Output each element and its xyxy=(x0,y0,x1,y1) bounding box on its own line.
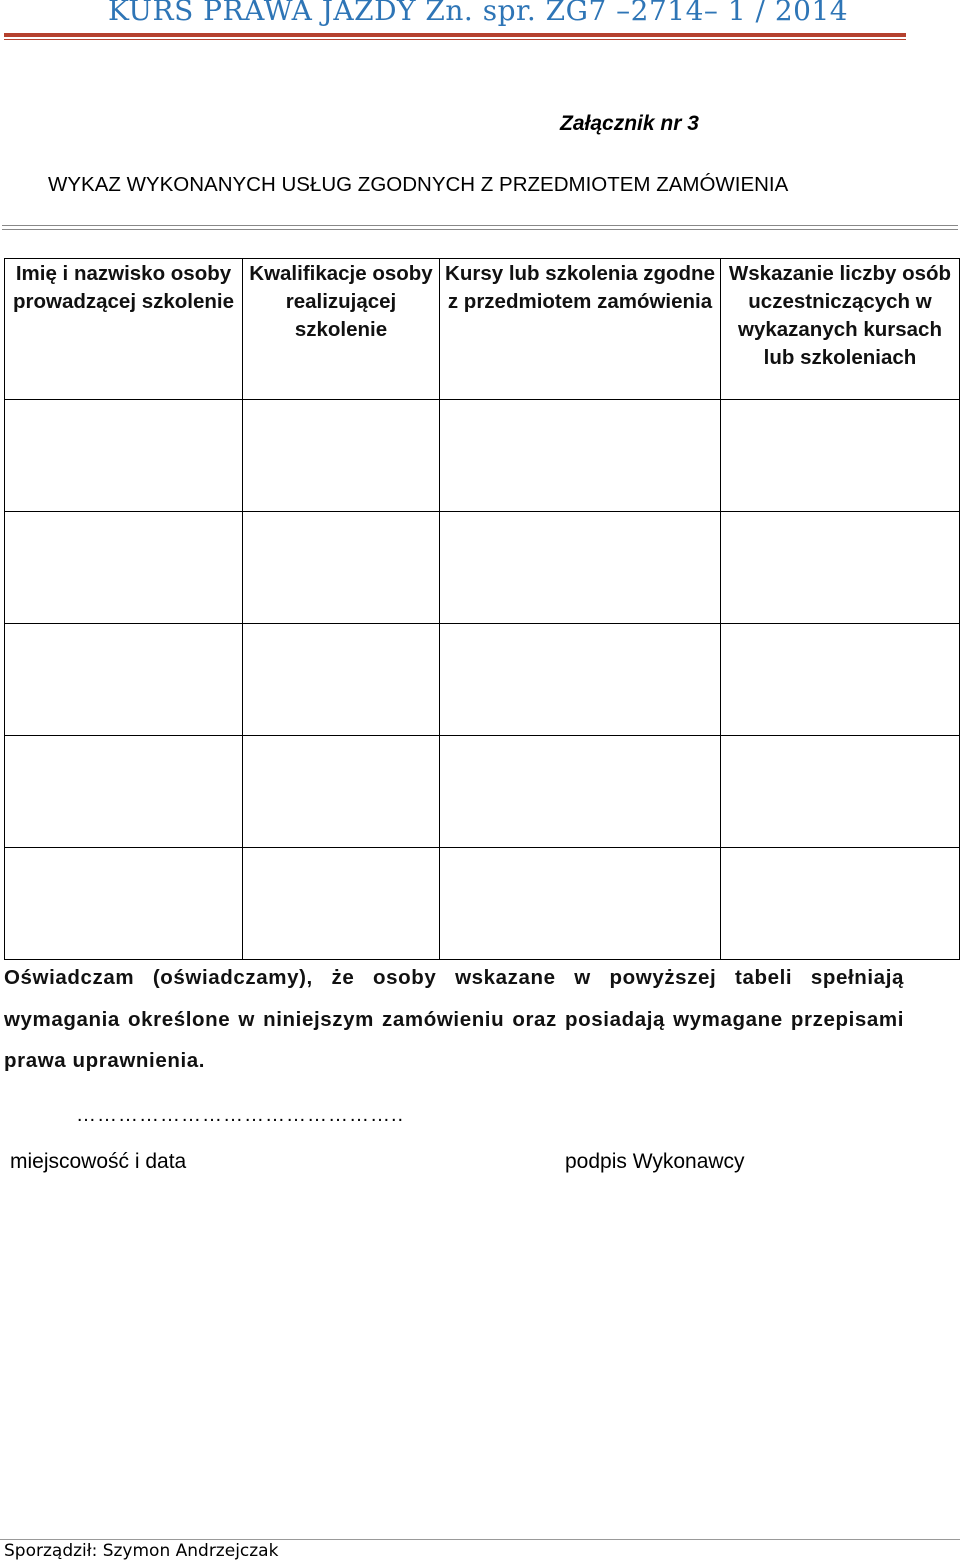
table-cell[interactable] xyxy=(440,512,721,624)
table-cell[interactable] xyxy=(440,848,721,960)
title-divider-bottom xyxy=(2,229,958,230)
table-header-row xyxy=(5,259,960,400)
header-cell-qualifications: Kwalifikacje osoby realizującej szkolenie xyxy=(243,259,440,400)
footer-prepared-by: Sporządził: Szymon Andrzejczak xyxy=(4,1541,279,1561)
table-cell[interactable] xyxy=(721,400,960,512)
table-row xyxy=(5,848,960,960)
place-date-label: miejscowość i data xyxy=(10,1150,187,1173)
table-row xyxy=(5,512,960,624)
table-cell[interactable] xyxy=(243,848,440,960)
header-rule xyxy=(4,33,906,37)
attachment-label: Załącznik nr 3 xyxy=(560,112,699,135)
services-table xyxy=(4,258,960,960)
header-title: KURS PRAWA JAZDY Zn. spr. ZG7 –2714– 1 / 2014 xyxy=(108,0,849,27)
table-cell[interactable] xyxy=(721,512,960,624)
table-row xyxy=(5,400,960,512)
header-cell-courses: Kursy lub szkolenia zgodne z przedmiotem zamówienia xyxy=(440,259,721,400)
footer-rule xyxy=(0,1539,960,1540)
table-row xyxy=(5,736,960,848)
header-rule-thin xyxy=(4,39,906,40)
table-cell[interactable] xyxy=(440,736,721,848)
table-cell[interactable] xyxy=(243,512,440,624)
table-cell[interactable] xyxy=(243,400,440,512)
table-cell[interactable] xyxy=(440,400,721,512)
document-title: WYKAZ WYKONANYCH USŁUG ZGODNYCH Z PRZEDMIOTEM ZAMÓWIENIA xyxy=(48,173,789,196)
table-cell[interactable] xyxy=(243,736,440,848)
table-cell[interactable] xyxy=(243,624,440,736)
declaration-statement: Oświadczam (oświadczamy), że osoby wskazane w powyższej tabeli spełniają wymagania określone w niniejszym zamówieniu oraz posiadają wymagane przepisami prawa uprawnienia. xyxy=(4,966,904,1072)
signature-dotted-line: ……………………………………….. xyxy=(76,1104,405,1126)
table-row xyxy=(5,624,960,736)
table-cell[interactable] xyxy=(721,624,960,736)
table-cell[interactable] xyxy=(721,848,960,960)
table-cell[interactable] xyxy=(5,512,243,624)
title-divider-top xyxy=(2,225,958,226)
table-cell[interactable] xyxy=(5,736,243,848)
header-cell-participants: Wskazanie liczby osób uczestniczących w wykazanych kursach lub szkoleniach xyxy=(721,259,960,400)
table-cell[interactable] xyxy=(5,400,243,512)
table-cell[interactable] xyxy=(5,848,243,960)
header-cell-trainer-name: Imię i nazwisko osoby prowadzącej szkolenie xyxy=(5,259,243,400)
table-cell[interactable] xyxy=(440,624,721,736)
table-cell[interactable] xyxy=(721,736,960,848)
contractor-signature-label: podpis Wykonawcy xyxy=(565,1150,745,1173)
table-cell[interactable] xyxy=(5,624,243,736)
